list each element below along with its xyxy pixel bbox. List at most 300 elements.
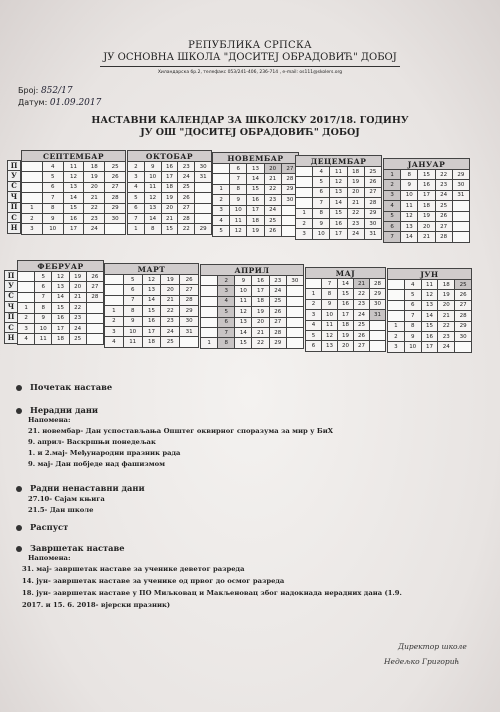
month-r1-4 <box>383 158 470 243</box>
day-cell: 24 <box>161 326 180 336</box>
day-cell: 22 <box>347 208 364 218</box>
day-cell: 2 <box>128 162 145 172</box>
day-cell: 23 <box>269 276 286 286</box>
day-cell: 13 <box>52 282 69 292</box>
month-name: НОВЕМБАР <box>213 153 299 164</box>
working-note-2: 21.5- Дан школе <box>28 506 94 514</box>
day-cell <box>370 341 386 351</box>
day-cell: 29 <box>364 208 381 218</box>
weekday-label: У <box>5 281 18 291</box>
broj-value: 852/17 <box>40 86 73 96</box>
day-cell: 4 <box>313 167 330 177</box>
day-cell: 6 <box>404 300 421 310</box>
day-cell: 13 <box>401 221 418 231</box>
day-cell: 20 <box>252 317 269 327</box>
day-cell: 8 <box>230 184 247 194</box>
day-cell: 19 <box>252 307 269 317</box>
datum-line <box>18 98 101 108</box>
day-cell: 23 <box>438 331 455 341</box>
day-cell: 10 <box>123 326 142 336</box>
signature-role: Директор школе <box>398 642 467 651</box>
weekday-label: П <box>8 161 21 171</box>
month-name: ФЕБРУАР <box>18 261 104 272</box>
day-cell <box>105 295 124 305</box>
day-cell: 23 <box>354 299 370 309</box>
day-cell: 2 <box>218 276 235 286</box>
day-cell: 18 <box>84 162 105 172</box>
day-cell: 11 <box>63 162 84 172</box>
day-cell: 1 <box>213 184 230 194</box>
day-cell: 22 <box>69 303 86 313</box>
day-cell: 30 <box>364 218 381 228</box>
day-cell: 1 <box>296 208 313 218</box>
day-cell: 5 <box>306 330 322 340</box>
day-cell: 10 <box>235 286 252 296</box>
day-cell <box>286 296 303 306</box>
day-cell: 24 <box>69 323 86 333</box>
day-cell: 8 <box>144 224 161 234</box>
day-cell: 14 <box>142 295 161 305</box>
day-cell: 5 <box>384 211 401 221</box>
day-cell: 12 <box>144 193 161 203</box>
day-cell: 27 <box>105 182 126 192</box>
day-cell: 17 <box>330 229 347 239</box>
day-cell: 12 <box>52 272 69 282</box>
weekday-label: П <box>8 202 21 212</box>
day-cell: 26 <box>455 290 472 300</box>
day-cell: 14 <box>330 198 347 208</box>
day-cell: 30 <box>105 213 126 223</box>
day-cell: 17 <box>63 224 84 234</box>
month-r2-0 <box>17 260 104 345</box>
day-cell: 18 <box>252 296 269 306</box>
school-heading: ЈУ ОСНОВНА ШКОЛА "ДОСИТЕЈ ОБРАДОВИЋ" ДОБОЈ <box>103 52 397 63</box>
day-cell: 23 <box>69 313 86 323</box>
day-cell: 6 <box>313 187 330 197</box>
day-cell: 4 <box>213 215 230 225</box>
bullet-icon <box>16 408 22 414</box>
day-cell: 10 <box>404 342 421 352</box>
day-cell <box>201 276 218 286</box>
month-r1-2 <box>212 152 299 237</box>
day-cell: 14 <box>144 213 161 223</box>
month-name: ОКТОБАР <box>128 151 212 162</box>
day-cell: 26 <box>264 226 281 236</box>
day-cell: 6 <box>123 285 142 295</box>
day-cell: 31 <box>370 310 386 320</box>
day-cell <box>213 164 230 174</box>
day-cell: 31 <box>180 326 199 336</box>
day-cell: 21 <box>418 232 435 242</box>
day-cell <box>86 303 103 313</box>
datum-label: Датум: <box>18 98 48 107</box>
day-cell: 7 <box>322 279 338 289</box>
day-cell: 16 <box>63 213 84 223</box>
month-name: ЈАНУАР <box>384 159 470 170</box>
day-cell: 10 <box>230 205 247 215</box>
day-cell <box>286 338 303 348</box>
day-cell: 10 <box>42 224 63 234</box>
weekday-label: Ч <box>8 192 21 202</box>
day-cell: 28 <box>180 295 199 305</box>
day-cell: 9 <box>230 195 247 205</box>
day-cell: 11 <box>123 337 142 347</box>
day-cell <box>452 211 469 221</box>
day-cell: 28 <box>105 193 126 203</box>
month-name: ЈУН <box>388 269 472 280</box>
day-cell: 28 <box>364 198 381 208</box>
day-cell: 9 <box>404 331 421 341</box>
day-cell: 20 <box>69 282 86 292</box>
day-cell: 17 <box>421 342 438 352</box>
day-cell: 3 <box>213 205 230 215</box>
day-cell <box>201 327 218 337</box>
day-cell: 5 <box>35 272 52 282</box>
day-cell: 29 <box>452 170 469 180</box>
day-cell: 24 <box>264 205 281 215</box>
day-cell: 21 <box>264 174 281 184</box>
day-cell <box>296 177 313 187</box>
day-cell: 14 <box>247 174 264 184</box>
day-cell: 26 <box>180 275 199 285</box>
day-cell: 19 <box>418 211 435 221</box>
day-cell <box>388 311 405 321</box>
day-cell: 29 <box>455 321 472 331</box>
day-cell: 6 <box>35 282 52 292</box>
legend-end-label: Завршетак наставе <box>30 543 125 553</box>
day-cell <box>86 313 103 323</box>
day-cell <box>296 198 313 208</box>
day-cell: 20 <box>161 285 180 295</box>
day-cell: 11 <box>230 215 247 225</box>
day-cell: 3 <box>22 224 43 234</box>
day-cell: 23 <box>435 180 452 190</box>
end-note-4: 2017. и 15. 6. 2018- вјерски празник) <box>22 601 171 609</box>
day-cell: 12 <box>330 177 347 187</box>
day-cell <box>195 213 212 223</box>
signature-name: Недељко Григорић <box>384 657 460 666</box>
day-cell: 5 <box>213 226 230 236</box>
day-cell: 30 <box>370 299 386 309</box>
day-cell: 12 <box>322 330 338 340</box>
day-cell: 19 <box>338 330 354 340</box>
day-cell: 19 <box>347 177 364 187</box>
day-cell: 11 <box>35 334 52 344</box>
bullet-icon <box>16 385 22 391</box>
calendar-title: НАСТАВНИ КАЛЕНДАР ЗА ШКОЛСКУ 2017/18. ГОДИНУ <box>91 115 409 126</box>
day-cell: 1 <box>306 289 322 299</box>
day-cell: 2 <box>384 180 401 190</box>
day-cell: 1 <box>22 203 43 213</box>
calendar-subtitle: ЈУ ОШ "ДОСИТЕЈ ОБРАДОВИЋ" ДОБОЈ <box>140 127 360 138</box>
day-cell <box>22 182 43 192</box>
day-cell: 21 <box>69 292 86 302</box>
day-cell: 3 <box>105 326 124 336</box>
day-cell: 13 <box>235 317 252 327</box>
month-r1-3 <box>295 155 382 240</box>
day-cell: 16 <box>161 162 178 172</box>
day-cell: 25 <box>269 296 286 306</box>
day-cell: 20 <box>84 182 105 192</box>
day-cell: 18 <box>52 334 69 344</box>
day-cell: 22 <box>354 289 370 299</box>
day-cell: 8 <box>404 321 421 331</box>
day-cell: 3 <box>218 286 235 296</box>
day-cell: 16 <box>418 180 435 190</box>
day-cell: 2 <box>18 313 35 323</box>
day-cell: 15 <box>63 203 84 213</box>
day-cell: 11 <box>330 167 347 177</box>
day-cell: 31 <box>452 190 469 200</box>
month-name: МАРТ <box>105 264 199 275</box>
day-cell: 30 <box>180 316 199 326</box>
day-cell: 17 <box>247 205 264 215</box>
day-cell <box>195 203 212 213</box>
bullet-icon <box>16 525 22 531</box>
day-cell <box>286 327 303 337</box>
day-cell: 28 <box>86 292 103 302</box>
day-cell: 22 <box>178 224 195 234</box>
day-cell: 27 <box>180 285 199 295</box>
day-cell: 5 <box>218 307 235 317</box>
day-cell: 9 <box>401 180 418 190</box>
month-r1-0 <box>21 150 126 235</box>
day-cell: 13 <box>63 182 84 192</box>
day-cell: 16 <box>52 313 69 323</box>
day-cell: 21 <box>84 193 105 203</box>
legend-nonworking <box>16 405 98 415</box>
weekday-label: С <box>8 212 21 222</box>
day-cell: 7 <box>230 174 247 184</box>
day-cell: 4 <box>218 296 235 306</box>
day-cell: 23 <box>264 195 281 205</box>
day-cell <box>22 172 43 182</box>
day-cell: 23 <box>84 213 105 223</box>
day-cell: 9 <box>144 162 161 172</box>
day-cell: 11 <box>235 296 252 306</box>
day-cell: 7 <box>123 295 142 305</box>
day-cell: 19 <box>247 226 264 236</box>
day-cell: 28 <box>281 174 298 184</box>
day-cell <box>286 307 303 317</box>
day-cell: 1 <box>128 224 145 234</box>
day-cell: 17 <box>418 190 435 200</box>
day-cell: 2 <box>296 218 313 228</box>
day-cell: 26 <box>178 193 195 203</box>
day-cell: 7 <box>128 213 145 223</box>
day-cell: 18 <box>438 280 455 290</box>
month-r1-1 <box>127 150 212 235</box>
weekday-label: П <box>5 271 18 281</box>
day-cell: 10 <box>322 310 338 320</box>
day-cell: 30 <box>455 331 472 341</box>
end-note-title: Напомена: <box>28 554 71 562</box>
day-cell <box>22 162 43 172</box>
day-cell: 21 <box>252 327 269 337</box>
day-cell <box>180 337 199 347</box>
day-cell: 18 <box>161 182 178 192</box>
legend-working-nonteaching <box>16 483 145 493</box>
day-cell: 16 <box>421 331 438 341</box>
day-cell: 24 <box>178 172 195 182</box>
day-cell: 27 <box>364 187 381 197</box>
day-cell: 15 <box>421 321 438 331</box>
day-cell: 31 <box>364 229 381 239</box>
day-cell: 16 <box>247 195 264 205</box>
day-cell: 17 <box>52 323 69 333</box>
day-cell: 21 <box>438 311 455 321</box>
day-cell: 15 <box>142 306 161 316</box>
day-cell: 30 <box>195 162 212 172</box>
day-cell: 2 <box>105 316 124 326</box>
day-cell: 7 <box>313 198 330 208</box>
day-cell <box>201 296 218 306</box>
day-cell: 9 <box>313 218 330 228</box>
day-cell: 9 <box>35 313 52 323</box>
day-cell: 4 <box>384 201 401 211</box>
bullet-icon <box>16 486 22 492</box>
day-cell: 15 <box>338 289 354 299</box>
day-cell: 6 <box>230 164 247 174</box>
day-cell <box>213 174 230 184</box>
day-cell: 12 <box>63 172 84 182</box>
day-cell: 4 <box>306 320 322 330</box>
day-cell: 19 <box>161 275 180 285</box>
nonworking-note-4: 9. мај- Дан побједе над фашизмом <box>28 460 166 468</box>
day-cell: 19 <box>69 272 86 282</box>
day-cell <box>388 300 405 310</box>
day-cell: 3 <box>306 310 322 320</box>
day-cell: 30 <box>452 180 469 190</box>
day-cell: 25 <box>264 215 281 225</box>
day-cell <box>388 280 405 290</box>
day-cell: 15 <box>247 184 264 194</box>
day-cell: 2 <box>388 331 405 341</box>
day-cell: 26 <box>354 330 370 340</box>
bullet-icon <box>16 546 22 552</box>
day-cell: 27 <box>86 282 103 292</box>
day-cell: 24 <box>435 190 452 200</box>
day-cell: 14 <box>401 232 418 242</box>
day-cell: 31 <box>195 172 212 182</box>
day-cell: 1 <box>18 303 35 313</box>
day-cell: 27 <box>455 300 472 310</box>
day-cell: 22 <box>438 321 455 331</box>
day-cell: 16 <box>330 218 347 228</box>
working-note-1: 27.10- Сајам књига <box>28 495 105 503</box>
legend-end <box>16 543 125 553</box>
day-cell: 22 <box>161 306 180 316</box>
day-cell: 28 <box>435 232 452 242</box>
weekday-label: Н <box>8 223 21 233</box>
month-name: МАЈ <box>306 268 386 279</box>
day-cell: 26 <box>435 211 452 221</box>
header-divider <box>100 66 400 67</box>
day-cell: 29 <box>180 306 199 316</box>
day-cell: 7 <box>404 311 421 321</box>
day-cell <box>195 193 212 203</box>
day-cell: 10 <box>401 190 418 200</box>
day-cell: 4 <box>128 182 145 192</box>
day-cell: 22 <box>252 338 269 348</box>
month-r2-3 <box>305 267 386 352</box>
day-labels-row1 <box>7 160 21 234</box>
day-cell: 27 <box>281 164 298 174</box>
day-cell: 21 <box>161 213 178 223</box>
day-cell: 1 <box>105 306 124 316</box>
day-cell: 22 <box>264 184 281 194</box>
day-cell: 18 <box>418 201 435 211</box>
day-cell: 16 <box>338 299 354 309</box>
day-cell: 4 <box>18 334 35 344</box>
day-cell: 30 <box>281 195 298 205</box>
day-cell: 11 <box>322 320 338 330</box>
day-cell: 3 <box>384 190 401 200</box>
day-cell <box>388 290 405 300</box>
day-cell: 18 <box>247 215 264 225</box>
day-cell: 9 <box>123 316 142 326</box>
day-cell <box>105 224 126 234</box>
day-cell: 29 <box>370 289 386 299</box>
day-cell: 15 <box>52 303 69 313</box>
day-cell: 20 <box>264 164 281 174</box>
day-cell: 8 <box>123 306 142 316</box>
datum-value: 01.09.2017 <box>49 98 102 108</box>
day-cell <box>455 342 472 352</box>
day-cell: 7 <box>42 193 63 203</box>
end-note-1: 31. мај- завршетак наставе за ученике деветог разреда <box>22 565 245 573</box>
day-cell: 11 <box>401 201 418 211</box>
day-labels-row2 <box>4 270 18 344</box>
day-cell: 6 <box>384 221 401 231</box>
day-cell: 13 <box>330 187 347 197</box>
day-cell: 8 <box>401 170 418 180</box>
day-cell: 23 <box>347 218 364 228</box>
month-r2-2 <box>200 264 304 349</box>
day-cell: 10 <box>144 172 161 182</box>
day-cell: 2 <box>213 195 230 205</box>
day-cell: 18 <box>338 320 354 330</box>
day-cell: 10 <box>35 323 52 333</box>
day-cell: 12 <box>401 211 418 221</box>
day-cell: 26 <box>269 307 286 317</box>
day-cell: 1 <box>388 321 405 331</box>
broj-label: Број: <box>18 86 39 95</box>
day-cell <box>201 307 218 317</box>
month-r2-1 <box>104 263 199 348</box>
day-cell <box>105 275 124 285</box>
day-cell: 14 <box>52 292 69 302</box>
day-cell: 2 <box>306 299 322 309</box>
day-cell: 14 <box>338 279 354 289</box>
weekday-label: С <box>5 322 18 332</box>
day-cell: 14 <box>63 193 84 203</box>
day-cell: 21 <box>354 279 370 289</box>
day-cell: 19 <box>161 193 178 203</box>
day-cell: 9 <box>235 276 252 286</box>
day-cell: 27 <box>269 317 286 327</box>
legend-break <box>16 522 68 532</box>
nonworking-note-3: 1. и 2.мај- Међународни празник рада <box>28 449 181 457</box>
day-cell: 5 <box>404 290 421 300</box>
weekday-label: П <box>5 312 18 322</box>
day-cell: 24 <box>84 224 105 234</box>
day-cell: 24 <box>269 286 286 296</box>
day-cell <box>286 286 303 296</box>
day-cell: 29 <box>105 203 126 213</box>
day-cell: 16 <box>142 316 161 326</box>
day-cell: 26 <box>86 272 103 282</box>
